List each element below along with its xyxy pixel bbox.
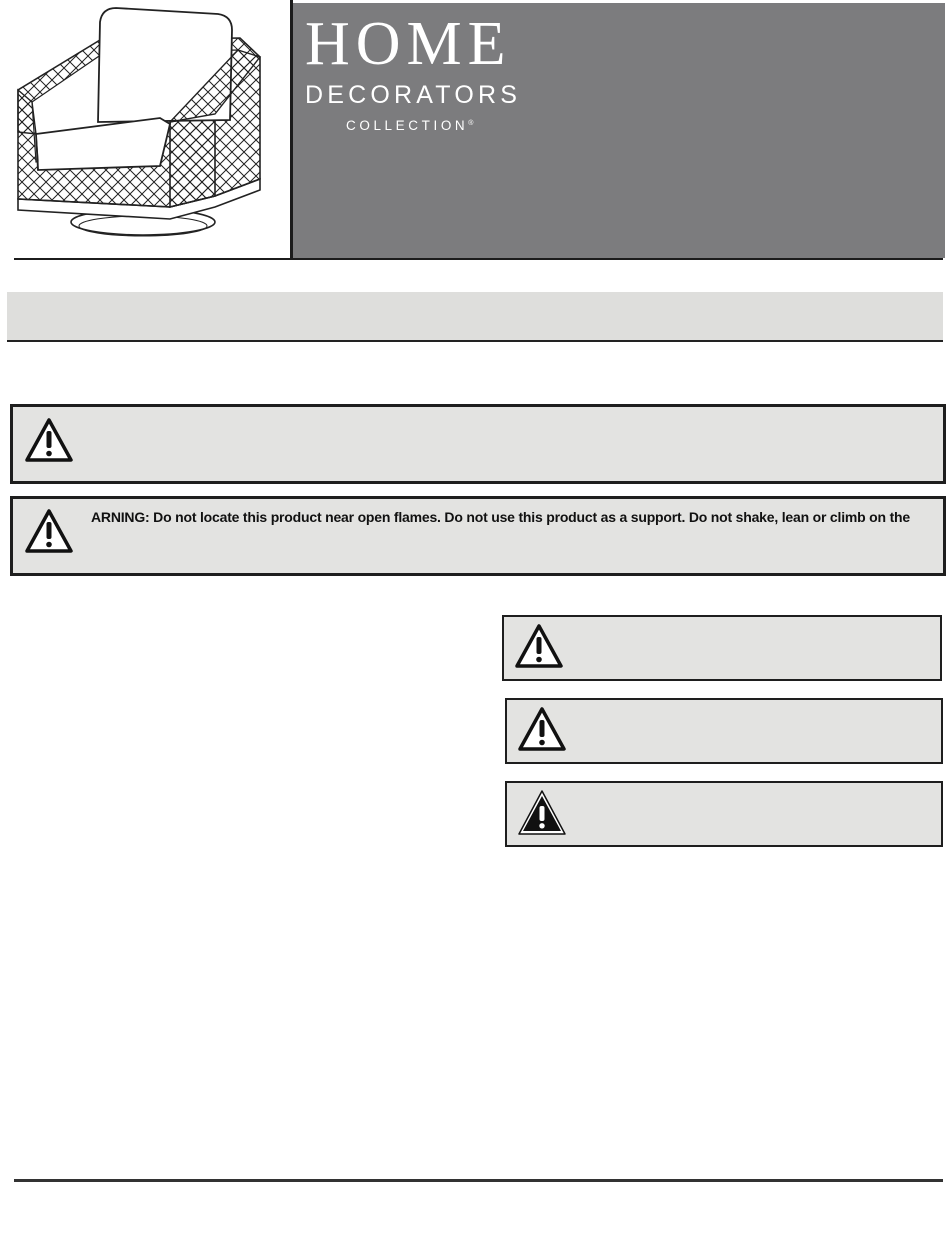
warning-box-4 [505,698,943,764]
warning-box-5 [505,781,943,847]
brand-logo-home: HOME [305,10,512,78]
brand-logo-decorators: DECORATORS [305,81,522,109]
warning-box-3 [502,615,942,681]
warning-triangle-icon [514,623,564,669]
warning-triangle-icon [24,508,74,554]
header-divider-horizontal [14,258,943,260]
warning-triangle-icon [517,706,567,752]
title-band [7,292,943,340]
warning-triangle-filled-icon [517,789,567,837]
brand-logo-collection [346,119,473,133]
warning-box-2 [10,496,946,576]
brand-panel [293,3,945,258]
title-band-rule [7,340,943,342]
registered-mark: ® [468,120,474,127]
warning-text-2: ARNING: Do not locate this product near open flames. Do not use this product as a support. Do not shake, lean or climb on the [91,509,910,525]
warning-box-1 [10,404,946,484]
footer-rule [14,1179,943,1182]
brand-logo-collection-text: COLLECTION [346,118,469,133]
warning-triangle-icon [24,417,74,463]
swivel-chair-illustration [10,2,272,247]
